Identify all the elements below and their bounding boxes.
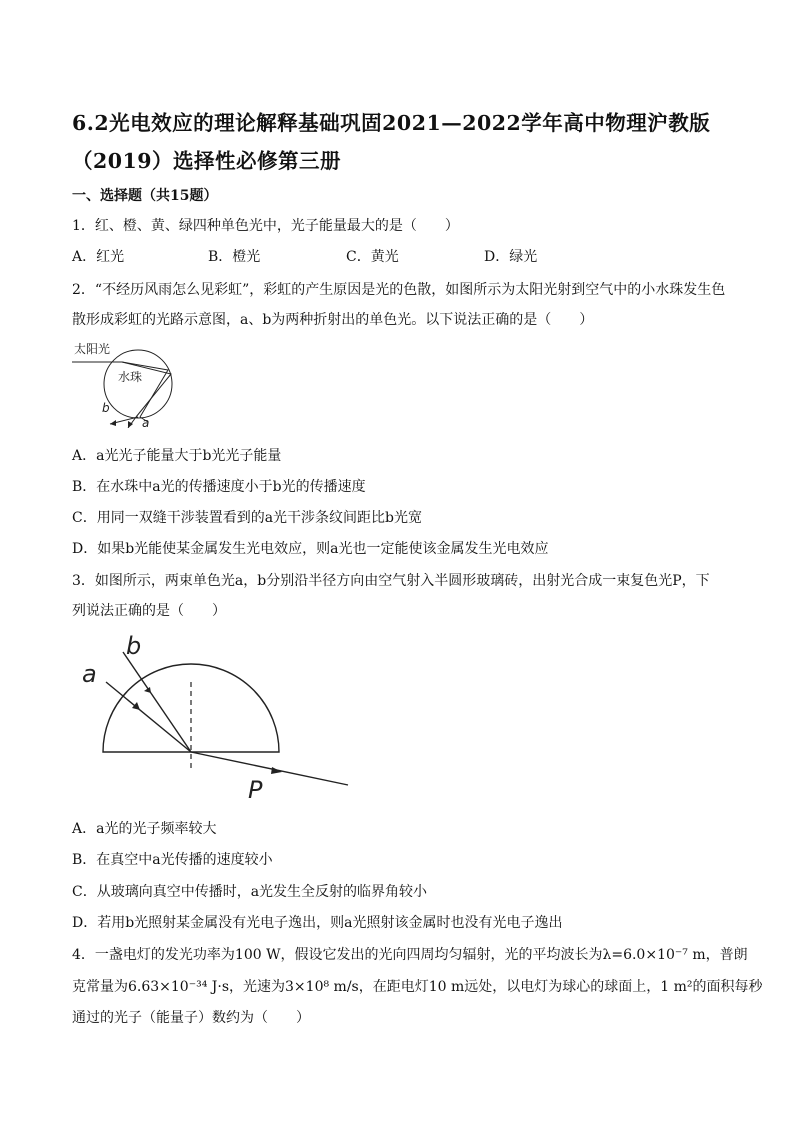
arrow-b	[110, 420, 116, 426]
q2-option-c[interactable]: C．用同一双缝干涉装置看到的a光干涉条纹间距比b光宽	[72, 510, 423, 526]
question-2-stem-line2: 散形成彩虹的光路示意图，a、b为两种折射出的单色光。以下说法正确的是（ ）	[72, 312, 594, 328]
q3-option-b[interactable]: B．在真空中a光传播的速度较小	[72, 852, 273, 868]
ray-b-label: b	[126, 632, 142, 660]
document-title: 6.2光电效应的理论解释基础巩固2021—2022学年高中物理沪教版（2019）选择性必修第三册	[72, 111, 711, 173]
sunlight-label: 太阳光	[74, 342, 111, 356]
question-4-stem-line1: 4．一盏电灯的发光功率为100 W，假设它发出的光向四周均匀辐射，光的平均波长为λ=6.0×10⁻⁷ m，普朗	[72, 947, 748, 963]
q3-option-d[interactable]: D．若用b光照射某金属没有光电子逸出，则a光照射该金属时也没有光电子逸出	[72, 915, 563, 931]
question-4-stem-line2: 克常量为6.63×10⁻³⁴ J·s，光速为3×10⁸ m/s，在距电灯10 m远处，以电灯为球心的球面上，1 m²的面积每秒	[72, 979, 763, 995]
semicircle-glass-diagram	[78, 630, 358, 805]
question-1-stem: 1．红、橙、黄、绿四种单色光中，光子能量最大的是（ ）	[72, 218, 459, 234]
question-3-stem-line1: 3．如图所示，两束单色光a，b分别沿半径方向由空气射入半圆形玻璃砖，出射光合成一束复色光P，下	[72, 573, 710, 589]
droplet-circle	[104, 350, 172, 418]
ray-a-label: a	[142, 416, 150, 428]
question-3-stem-line2: 列说法正确的是（ ）	[72, 603, 226, 619]
question-4-stem-line3: 通过的光子（能量子）数约为（ ）	[72, 1010, 310, 1026]
q1-option-b[interactable]: B．橙光	[208, 249, 261, 265]
question-2-stem-line1: 2．“不经历风雨怎么见彩虹”，彩虹的产生原因是光的色散，如图所示为太阳光射到空气中的小水珠发生色	[72, 282, 726, 298]
q2-option-a[interactable]: A．a光光子能量大于b光光子能量	[72, 448, 282, 464]
ray-a-arrow	[132, 702, 140, 710]
q2-option-b[interactable]: B．在水珠中a光的传播速度小于b光的传播速度	[72, 479, 366, 495]
section-heading: 一、选择题（共15题）	[72, 188, 218, 204]
droplet-label: 水珠	[118, 370, 143, 384]
q1-option-d[interactable]: D．绿光	[484, 249, 538, 265]
ray-p-label: P	[248, 776, 263, 804]
ray-b	[123, 652, 191, 752]
water-droplet-diagram	[70, 338, 190, 428]
q3-option-a[interactable]: A．a光的光子频率较大	[72, 821, 217, 837]
ray-a-label: a	[82, 660, 97, 688]
ray-p	[191, 752, 348, 785]
q3-option-c[interactable]: C．从玻璃向真空中传播时，a光发生全反射的临界角较小	[72, 884, 428, 900]
q1-option-c[interactable]: C．黄光	[346, 249, 399, 265]
ray-a	[106, 682, 191, 752]
q2-option-d[interactable]: D．如果b光能使某金属发生光电效应，则a光也一定能使该金属发生光电效应	[72, 541, 549, 557]
q1-option-a[interactable]: A．红光	[72, 249, 125, 265]
ray-b-label: b	[102, 401, 110, 415]
